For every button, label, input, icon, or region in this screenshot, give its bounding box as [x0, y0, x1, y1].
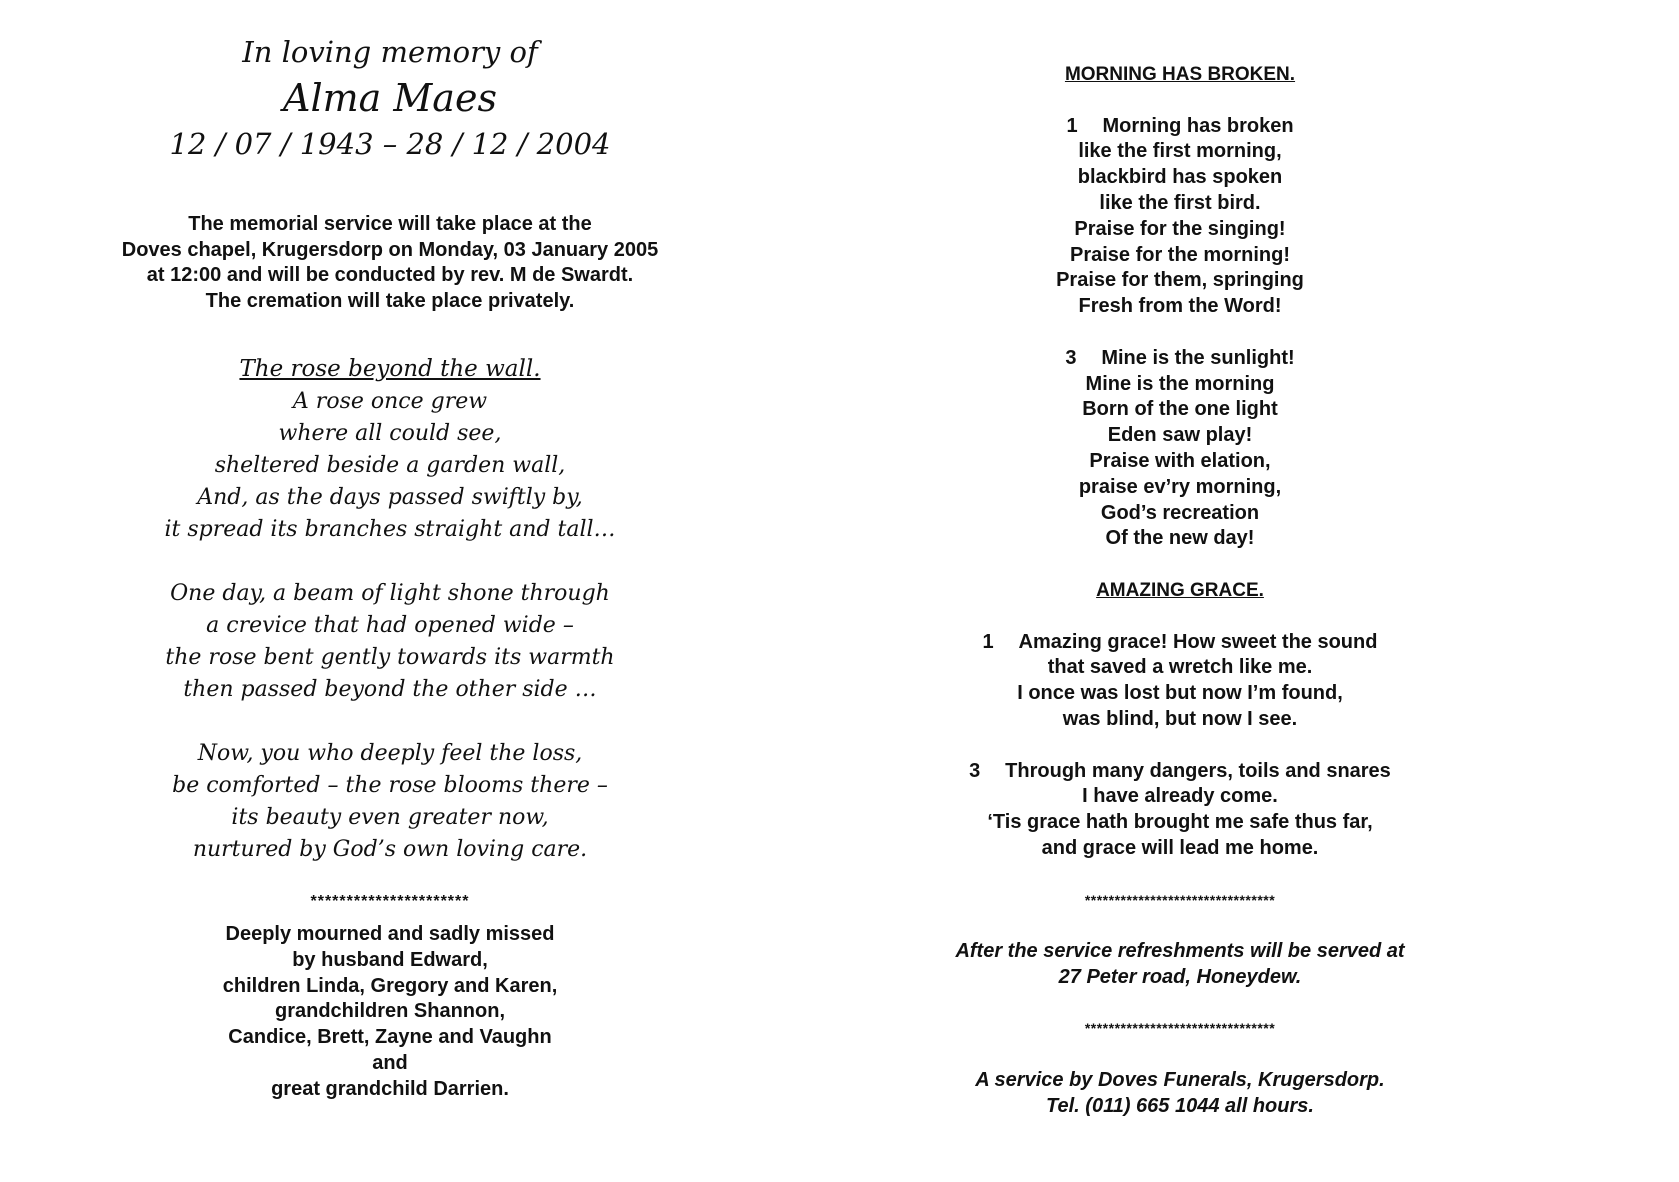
- hymn-line: Praise for the morning!: [1069, 243, 1291, 266]
- poem-line: One day, a beam of light shone through: [170, 581, 610, 606]
- poem-line: A rose once grew: [292, 389, 488, 414]
- poem-line: it spread its branches straight and tall…: [164, 517, 616, 542]
- hymn1-verse-3: [790, 346, 1570, 552]
- poem-title: The rose beyond the wall.: [239, 356, 541, 382]
- hymn-line: like the first bird.: [1099, 191, 1261, 214]
- service-line: The memorial service will take place at the: [188, 213, 592, 235]
- poem-line: its beauty even greater now,: [231, 805, 549, 830]
- hymn-line: was blind, but now I see.: [1062, 707, 1298, 730]
- poem-line: the rose bent gently towards its warmth: [165, 645, 615, 670]
- right-page: [790, 0, 1570, 1182]
- hymn-line: God’s recreation: [1100, 501, 1260, 524]
- hymn-line: praise ev’ry morning,: [1078, 475, 1282, 498]
- hymn-line: [790, 759, 1570, 785]
- hymn-line: Mine is the morning: [1085, 372, 1275, 395]
- memorial-heading: [0, 32, 780, 164]
- hymn-line: Praise for the singing!: [1074, 217, 1286, 240]
- footer-line: Tel. (011) 665 1044 all hours.: [1046, 1094, 1314, 1117]
- hymn2-verse-3: [790, 759, 1570, 862]
- poem-stanza-2: [0, 578, 780, 706]
- hymn-line: like the first morning,: [1078, 140, 1282, 163]
- funeral-service-footer: [790, 1068, 1570, 1120]
- hymn-line: [790, 114, 1570, 140]
- hymn-title-morning-has-broken: MORNING HAS BROKEN.: [1064, 64, 1296, 85]
- mourners-line: Deeply mourned and sadly missed: [225, 923, 555, 945]
- hymn-line: ‘Tis grace hath brought me safe thus far,: [987, 811, 1373, 834]
- hymn-line: Fresh from the Word!: [1078, 295, 1282, 318]
- poem-stanza-3: [0, 738, 780, 866]
- poem-line: Now, you who deeply feel the loss,: [197, 741, 583, 766]
- mourners-line: and: [372, 1051, 408, 1074]
- poem-line: nurtured by God’s own loving care.: [192, 837, 588, 862]
- hymn-line: Born of the one light: [1082, 398, 1278, 421]
- service-line: The cremation will take place privately.: [205, 289, 575, 312]
- mourners-line: by husband Edward,: [292, 948, 488, 971]
- refreshments-line: After the service refreshments will be served at: [955, 940, 1405, 963]
- separator-stars: ********************************: [1084, 1020, 1276, 1037]
- hymn-title-amazing-grace: AMAZING GRACE.: [1096, 579, 1264, 601]
- hymn-line-text: Mine is the sunlight!: [1101, 346, 1295, 369]
- mourners-line: great grandchild Darrien.: [271, 1077, 509, 1100]
- mourners-line: Candice, Brett, Zayne and Vaughn: [228, 1026, 552, 1049]
- mourners-line: children Linda, Gregory and Karen,: [222, 974, 558, 997]
- left-page: [0, 0, 780, 1182]
- poem-line: then passed beyond the other side …: [183, 677, 597, 702]
- life-dates: 12 / 07 / 1943 – 28 / 12 / 2004: [169, 127, 611, 161]
- hymn-line-text: Amazing grace! How sweet the sound: [1018, 630, 1378, 653]
- hymn-line: I once was lost but now I’m found,: [1017, 682, 1343, 705]
- poem-stanza-1: [0, 386, 780, 546]
- verse-number: 1: [982, 630, 994, 653]
- refreshments-line: 27 Peter road, Honeydew.: [1058, 965, 1302, 988]
- hymn-line: that saved a wretch like me.: [1047, 656, 1313, 679]
- poem-line: where all could see,: [278, 421, 502, 446]
- service-line: at 12:00 and will be conducted by rev. M de Swardt.: [146, 264, 634, 286]
- hymn-line-text: Through many dangers, toils and snares: [1005, 759, 1391, 782]
- hymns-section: [790, 62, 1570, 1120]
- poem-line: be comforted – the rose blooms there –: [172, 773, 608, 798]
- hymn-line: Of the new day!: [1105, 527, 1255, 550]
- hymn-line: and grace will lead me home.: [1041, 836, 1319, 859]
- refreshments-note: [790, 939, 1570, 991]
- separator-stars: **********************: [310, 893, 470, 910]
- mourners-list: [0, 922, 780, 1103]
- in-memory-line: In loving memory of: [242, 35, 538, 69]
- hymn2-verse-1: [790, 630, 1570, 733]
- mourners-line: grandchildren Shannon,: [274, 1000, 505, 1023]
- verse-number: 3: [1065, 346, 1077, 369]
- verse-number: 1: [1066, 114, 1078, 137]
- deceased-name: Alma Maes: [283, 76, 497, 120]
- hymn1-verse-1: [790, 114, 1570, 320]
- hymn-line: Eden saw play!: [1107, 424, 1253, 447]
- hymn-line: Praise for them, springing: [1056, 269, 1304, 292]
- service-line: Doves chapel, Krugersdorp on Monday, 03 January 2005: [121, 238, 659, 261]
- hymn-line: I have already come.: [1082, 785, 1278, 808]
- hymn-line: [790, 630, 1570, 656]
- footer-line: A service by Doves Funerals, Krugersdorp.: [975, 1069, 1385, 1092]
- poem-line: a crevice that had opened wide –: [206, 613, 574, 638]
- verse-number: 3: [969, 759, 981, 782]
- hymn-line-text: Morning has broken: [1102, 114, 1294, 137]
- hymn-line: Praise with elation,: [1089, 449, 1271, 472]
- poem-line: sheltered beside a garden wall,: [214, 453, 566, 478]
- hymn-line: [790, 346, 1570, 372]
- poem: [0, 352, 780, 898]
- service-details: [0, 212, 780, 314]
- poem-line: And, as the days passed swiftly by,: [197, 485, 583, 510]
- hymn-line: blackbird has spoken: [1077, 166, 1283, 189]
- separator-stars: ********************************: [1084, 891, 1276, 908]
